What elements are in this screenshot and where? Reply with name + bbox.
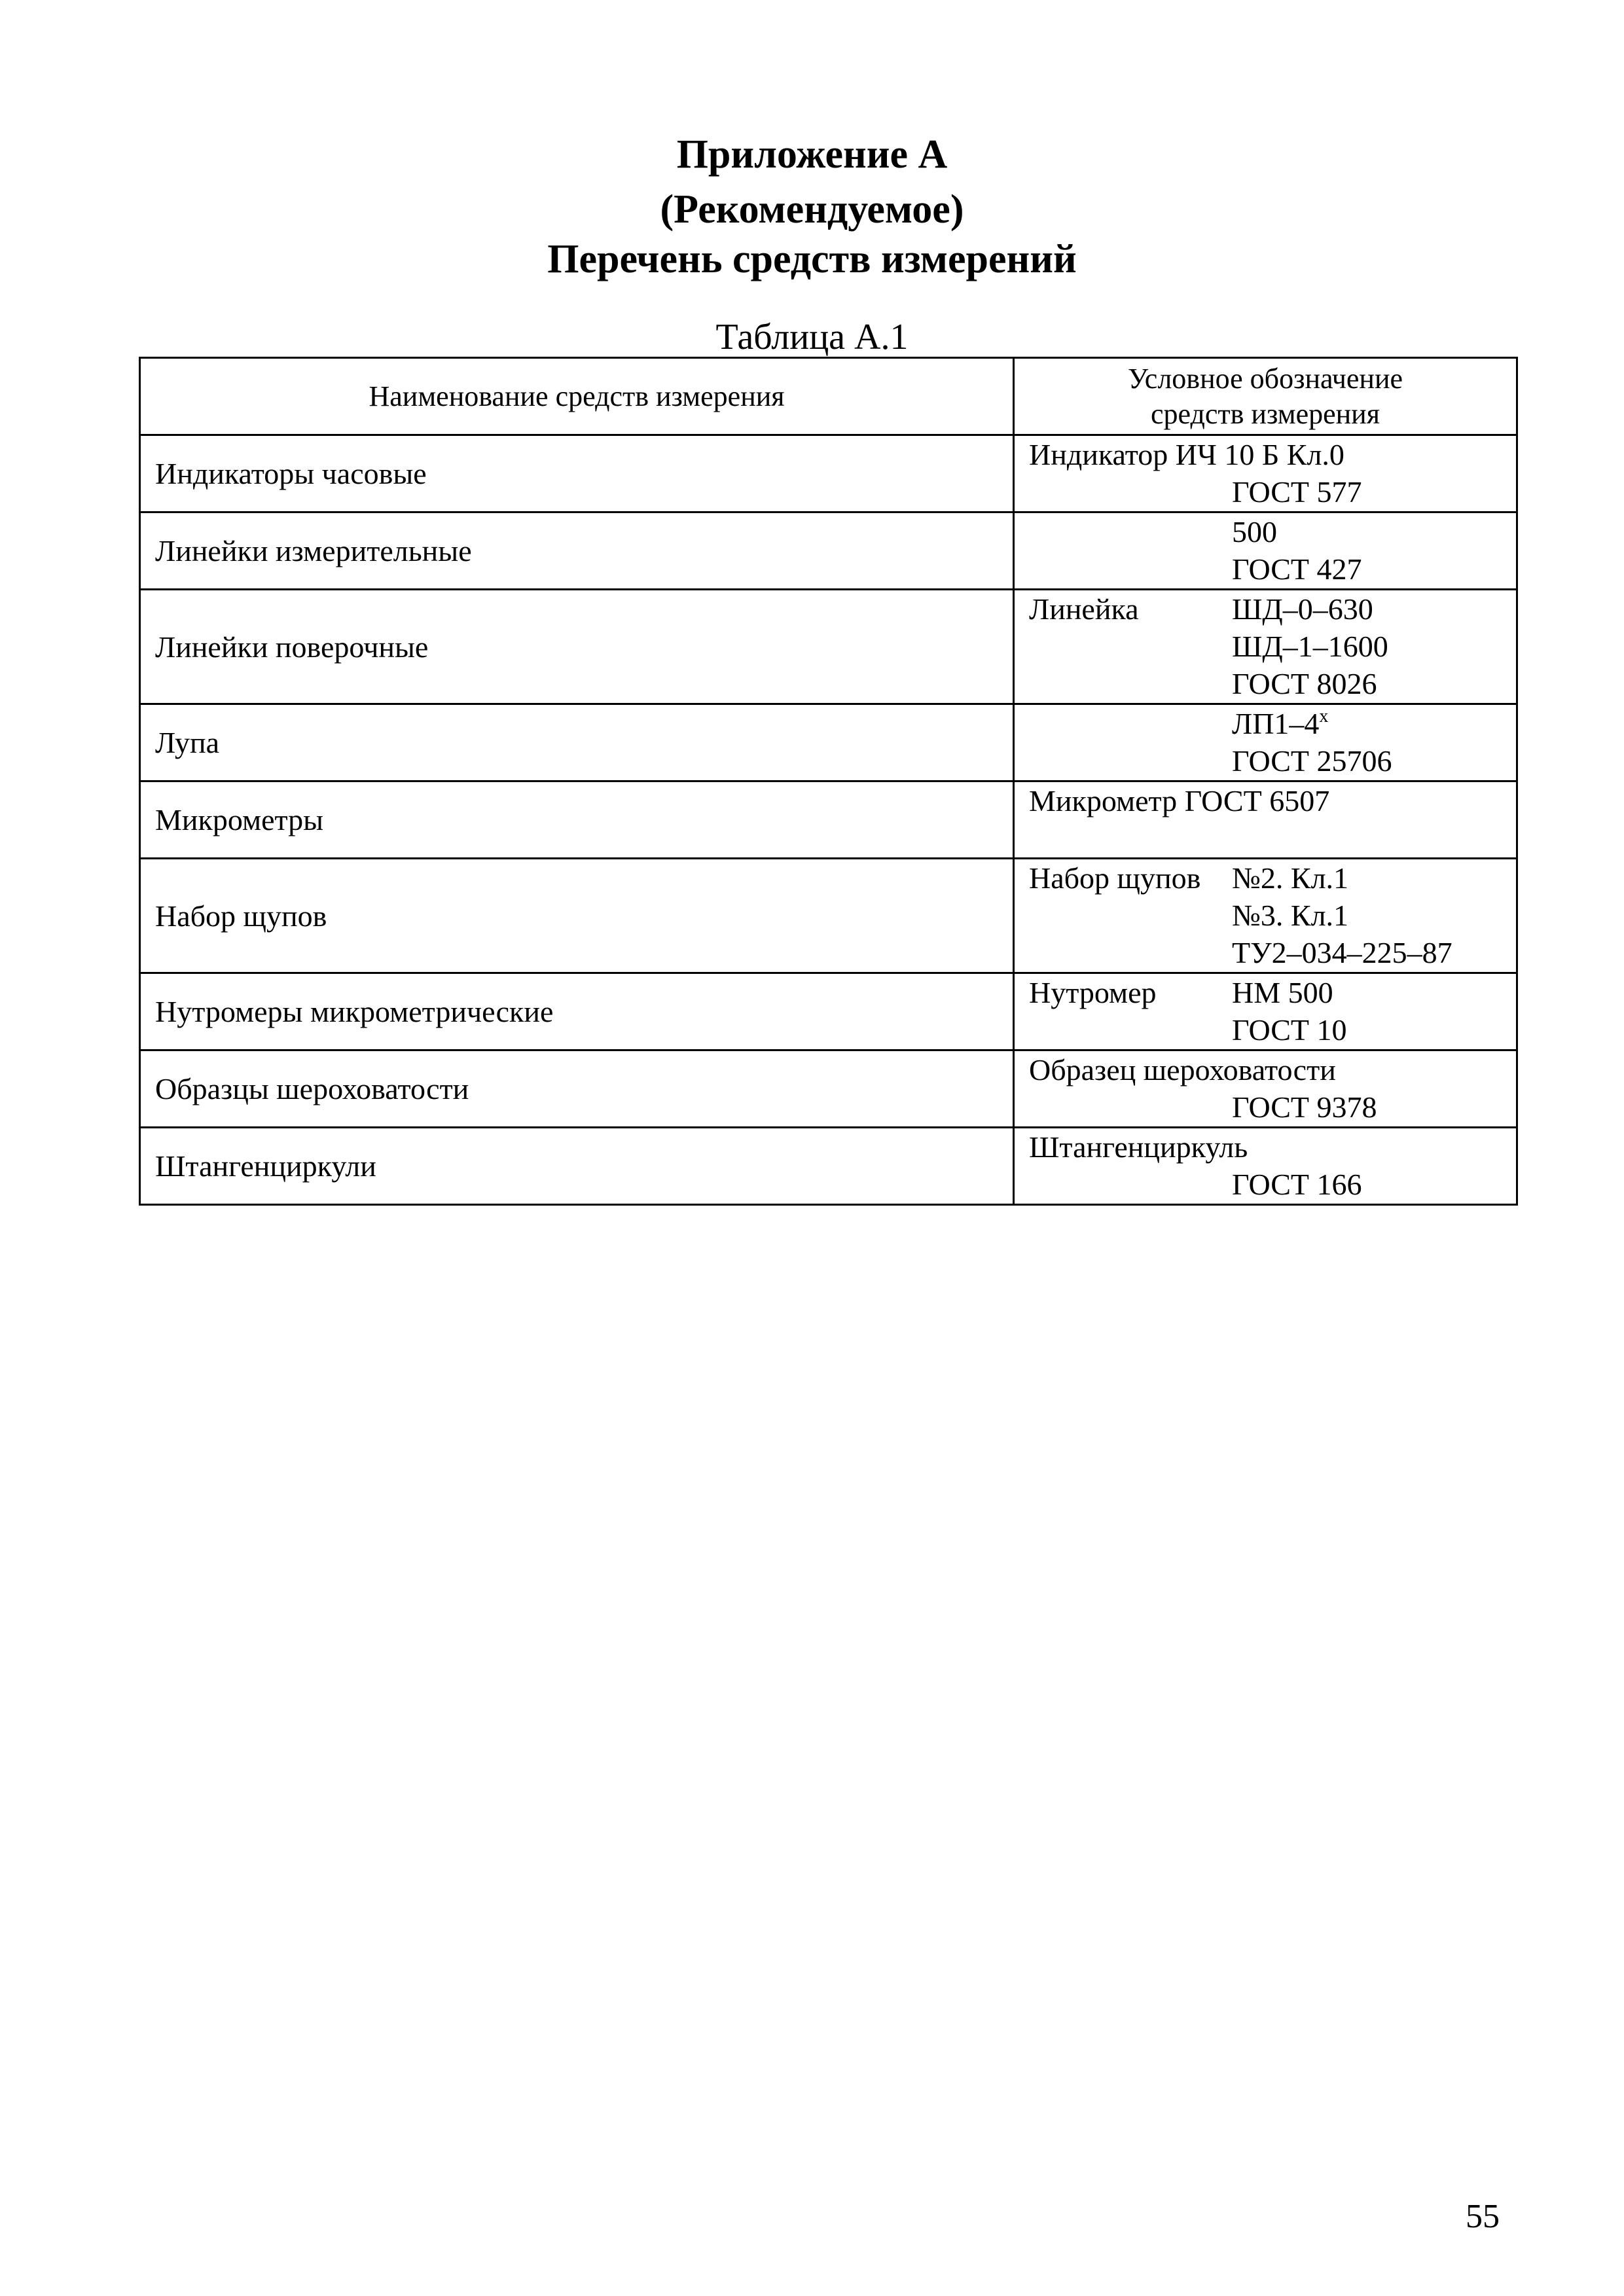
designation-line bbox=[1029, 974, 1516, 1011]
designation-label bbox=[1029, 513, 1232, 550]
table-header-row bbox=[140, 358, 1517, 435]
designation-value-wrap bbox=[1232, 473, 1516, 511]
designation-line bbox=[1029, 1128, 1516, 1166]
designation-value: ШД–1–1600 bbox=[1232, 630, 1388, 663]
designation-value-wrap bbox=[1232, 513, 1516, 550]
instrument-designation-cell bbox=[1014, 435, 1517, 512]
table-row bbox=[140, 435, 1517, 512]
page-number: 55 bbox=[1466, 2198, 1500, 2235]
table-row bbox=[140, 704, 1517, 781]
designation-value-wrap bbox=[1232, 742, 1516, 780]
table-row bbox=[140, 859, 1517, 973]
designation-label bbox=[1029, 550, 1232, 588]
instrument-designation-cell bbox=[1014, 512, 1517, 590]
instrument-designation-cell bbox=[1014, 1050, 1517, 1128]
designation-value-wrap bbox=[1232, 859, 1516, 897]
instrument-designation-cell bbox=[1014, 973, 1517, 1050]
designation-value: НМ 500 bbox=[1232, 976, 1333, 1009]
designation-label bbox=[1029, 628, 1232, 665]
table-row bbox=[140, 973, 1517, 1050]
designation-value: ГОСТ 166 bbox=[1232, 1168, 1362, 1201]
instrument-designation-cell bbox=[1014, 781, 1517, 859]
designation-label bbox=[1029, 705, 1232, 742]
designation-value: ГОСТ 9378 bbox=[1232, 1090, 1377, 1124]
designation-label: Набор щупов bbox=[1029, 861, 1201, 895]
designation-value: ГОСТ 427 bbox=[1232, 552, 1362, 586]
instrument-name-cell: Образцы шероховатости bbox=[140, 1050, 1014, 1128]
instrument-name-cell: Линейки поверочные bbox=[140, 590, 1014, 704]
instrument-name-cell: Микрометры bbox=[140, 781, 1014, 859]
table-row bbox=[140, 781, 1517, 859]
table-row bbox=[140, 1128, 1517, 1205]
table-row bbox=[140, 1050, 1517, 1128]
designation-value-wrap bbox=[1232, 1088, 1516, 1126]
designation-line bbox=[1029, 1011, 1516, 1049]
instrument-designation-cell bbox=[1014, 1128, 1517, 1205]
designation-line bbox=[1029, 628, 1516, 665]
designation-line bbox=[1029, 934, 1516, 971]
designation-label bbox=[1029, 1011, 1232, 1049]
table-body bbox=[140, 435, 1517, 1205]
designation-value: №2. Кл.1 bbox=[1232, 861, 1349, 895]
designation-value-wrap bbox=[1232, 705, 1516, 742]
table-row bbox=[140, 590, 1517, 704]
designation-value: ГОСТ 10 bbox=[1232, 1013, 1347, 1047]
designation-text: Штангенциркуль bbox=[1029, 1130, 1248, 1164]
designation-value-wrap bbox=[1232, 897, 1516, 934]
instrument-name-cell: Индикаторы часовые bbox=[140, 435, 1014, 512]
designation-value-wrap bbox=[1232, 1166, 1516, 1203]
instruments-table bbox=[139, 357, 1518, 1206]
designation-line bbox=[1029, 782, 1516, 819]
designation-value-wrap bbox=[1232, 934, 1516, 971]
designation-label: Нутромер bbox=[1029, 976, 1157, 1009]
table-row bbox=[140, 512, 1517, 590]
column-header-designation-line2: средств измерения bbox=[1151, 397, 1380, 430]
designation-line bbox=[1029, 859, 1516, 897]
column-header-name: Наименование средств измерения bbox=[140, 358, 1014, 435]
instrument-name-cell: Лупа bbox=[140, 704, 1014, 781]
designation-value: 500 bbox=[1232, 515, 1277, 548]
designation-value-wrap bbox=[1232, 974, 1516, 1011]
designation-label bbox=[1029, 473, 1232, 511]
instrument-designation-cell bbox=[1014, 590, 1517, 704]
designation-line bbox=[1029, 1088, 1516, 1126]
designation-value-wrap bbox=[1232, 628, 1516, 665]
designation-line bbox=[1029, 436, 1516, 473]
designation-line bbox=[1029, 513, 1516, 550]
designation-value: ЛП1–4 bbox=[1232, 707, 1320, 740]
designation-value-wrap bbox=[1232, 590, 1516, 628]
designation-text: Образец шероховатости bbox=[1029, 1053, 1336, 1086]
designation-label bbox=[1029, 742, 1232, 780]
designation-line bbox=[1029, 590, 1516, 628]
designation-value: ГОСТ 25706 bbox=[1232, 744, 1392, 778]
designation-text: Микрометр ГОСТ 6507 bbox=[1029, 784, 1330, 817]
designation-value-wrap bbox=[1232, 550, 1516, 588]
designation-label bbox=[1029, 1166, 1232, 1203]
designation-line bbox=[1029, 705, 1516, 742]
designation-value: ГОСТ 577 bbox=[1232, 475, 1362, 509]
designation-line bbox=[1029, 473, 1516, 511]
designation-label bbox=[1029, 934, 1232, 971]
instrument-designation-cell bbox=[1014, 704, 1517, 781]
designation-value: №3. Кл.1 bbox=[1232, 899, 1349, 932]
designation-value-wrap bbox=[1232, 1011, 1516, 1049]
designation-value: ГОСТ 8026 bbox=[1232, 667, 1377, 700]
instrument-designation-cell bbox=[1014, 859, 1517, 973]
designation-value: ТУ2–034–225–87 bbox=[1232, 936, 1453, 969]
designation-label: Линейка bbox=[1029, 592, 1139, 626]
designation-label bbox=[1029, 897, 1232, 934]
designation-value-wrap bbox=[1232, 665, 1516, 702]
designation-line bbox=[1029, 742, 1516, 780]
column-header-designation-line1: Условное обозначение bbox=[1127, 362, 1403, 395]
designation-line bbox=[1029, 665, 1516, 702]
table-caption: Таблица А.1 bbox=[715, 317, 909, 357]
designation-line bbox=[1029, 897, 1516, 934]
designation-text: Индикатор ИЧ 10 Б Кл.0 bbox=[1029, 438, 1344, 471]
appendix-title: Приложение А bbox=[676, 132, 948, 177]
instrument-name-cell: Штангенциркули bbox=[140, 1128, 1014, 1205]
appendix-status: (Рекомендуемое) bbox=[660, 187, 964, 232]
designation-label bbox=[1029, 665, 1232, 702]
appendix-subject: Перечень средств измерений bbox=[547, 237, 1077, 281]
designation-superscript: х bbox=[1319, 706, 1329, 726]
instrument-name-cell: Линейки измерительные bbox=[140, 512, 1014, 590]
designation-label bbox=[1029, 1088, 1232, 1126]
column-header-designation bbox=[1014, 358, 1517, 435]
designation-value: ШД–0–630 bbox=[1232, 592, 1373, 626]
instrument-name-cell: Набор щупов bbox=[140, 859, 1014, 973]
designation-line bbox=[1029, 1051, 1516, 1088]
designation-line bbox=[1029, 1166, 1516, 1203]
designation-line bbox=[1029, 550, 1516, 588]
instrument-name-cell: Нутромеры микрометрические bbox=[140, 973, 1014, 1050]
